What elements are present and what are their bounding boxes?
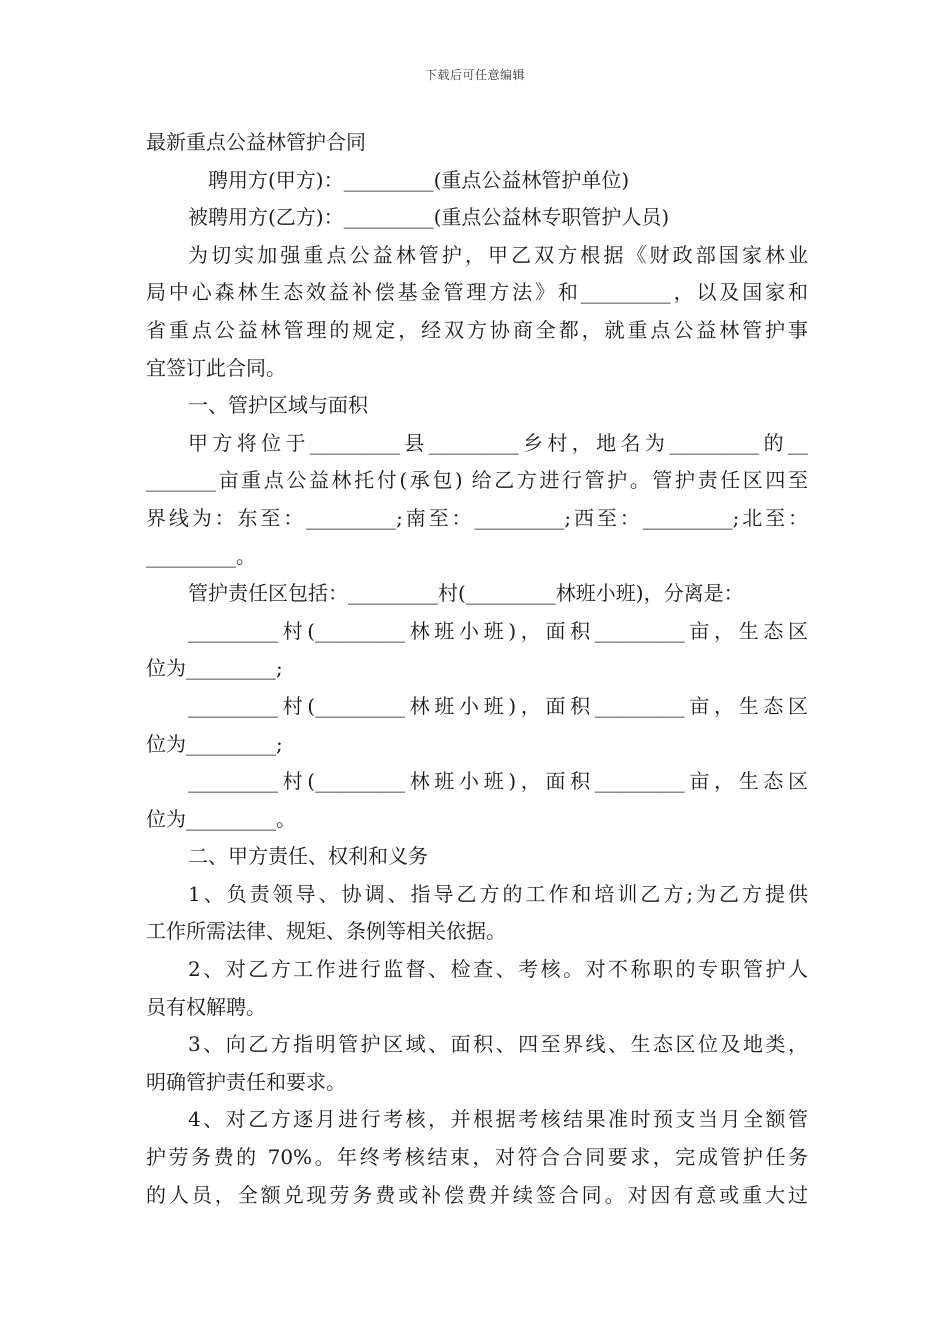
paragraph-line: _________村(_________林班小班)，面积_________亩，生态区	[188, 769, 808, 794]
document-body	[146, 124, 808, 1214]
paragraph-line: 护劳务费的 70%。年终考核结束，对符合合同要求，完成管护任务	[146, 1145, 808, 1170]
paragraph-line: _________村(_________林班小班)，面积_________亩，生态区	[188, 618, 808, 643]
party-a-line: 聘用方(甲方)：_________(重点公益林管护单位)	[208, 167, 630, 192]
paragraph-line: _________。	[146, 543, 256, 568]
paragraph-line: 工作所需法律、规矩、条例等相关依据。	[146, 919, 506, 944]
paragraph-line: 为切实加强重点公益林管护，甲乙双方根据《财政部国家林业	[188, 242, 808, 267]
party-b-line: 被聘用方(乙方)：_________(重点公益林专职管护人员)	[188, 205, 670, 230]
paragraph-line: 省重点公益林管理的规定，经双方协商全都，就重点公益林管护事	[146, 317, 808, 342]
paragraph-line: 甲方将位于_________县_________乡村，地名为_________的__	[188, 430, 808, 455]
paragraph-line: 界线为：东至：_________;南至：_________;西至：_________;北至：	[146, 505, 808, 530]
paragraph-line: 管护责任区包括：_________村(_________林班小班)，分离是：	[188, 581, 744, 606]
paragraph-line: 员有权解聘。	[146, 994, 266, 1019]
document-title: 最新重点公益林管护合同	[146, 130, 366, 154]
paragraph-line: 的人员，全额兑现劳务费或补偿费并续签合同。对因有意或重大过	[146, 1182, 808, 1207]
paragraph-line: 2、对乙方工作进行监督、检查、考核。对不称职的专职管护人	[188, 957, 808, 982]
paragraph-line: 4、对乙方逐月进行考核，并根据考核结果准时预支当月全额管	[188, 1107, 808, 1132]
paragraph-line: 3、向乙方指明管护区域、面积、四至界线、生态区位及地类，	[188, 1032, 808, 1057]
paragraph-line: 1、负责领导、协调、指导乙方的工作和培训乙方;为乙方提供	[188, 881, 808, 906]
page-header-caption: 下载后可任意编辑	[424, 68, 525, 82]
paragraph-line: 位为_________;	[146, 656, 283, 681]
section-heading-1: 一、管护区域与面积	[188, 393, 368, 418]
paragraph-line: 位为_________;	[146, 731, 283, 756]
paragraph-line: _______亩重点公益林托付(承包) 给乙方进行管护。管护责任区四至	[146, 468, 808, 493]
section-heading-2: 二、甲方责任、权利和义务	[188, 844, 428, 869]
paragraph-line: 明确管护责任和要求。	[146, 1069, 346, 1094]
paragraph-line: _________村(_________林班小班)，面积_________亩，生态区	[188, 693, 808, 718]
paragraph-line: 局中心森林生态效益补偿基金管理方法》和_________，以及国家和	[146, 280, 808, 305]
paragraph-line: 宜签订此合同。	[146, 355, 286, 380]
paragraph-line: 位为_________。	[146, 806, 296, 831]
